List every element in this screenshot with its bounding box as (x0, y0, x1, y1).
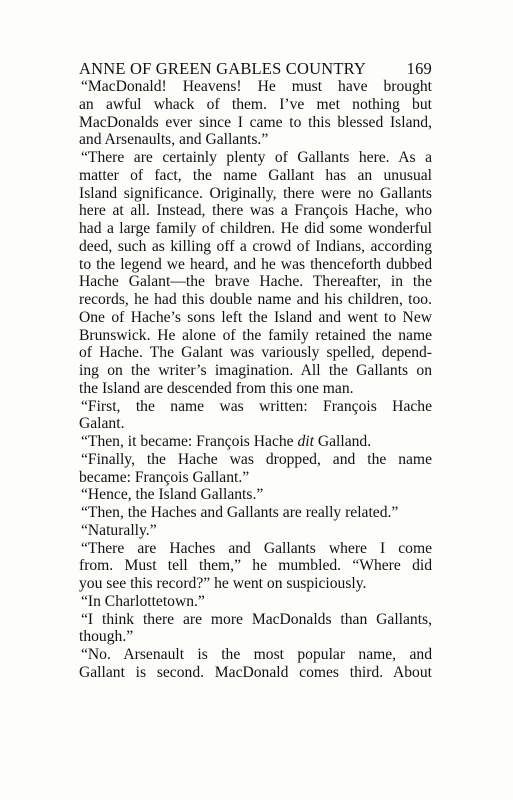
paragraph (79, 646, 432, 682)
text-line: and Arsenaults, and Gallants.” (79, 131, 269, 149)
text-line: “MacDonald! Heavens! He must have brought (81, 78, 432, 95)
body-text (79, 78, 432, 682)
text-line: “Hence, the Island Gallants.” (81, 486, 264, 504)
text-line: “I think there are more MacDonalds than Gallants, (81, 610, 432, 628)
text-line: One of Hache’s sons left the Island and went to New (79, 308, 432, 326)
text-line: “In Charlottetown.” (81, 592, 205, 610)
text-line: Island significance. Originally, there were no Gallants (79, 184, 432, 202)
paragraph (79, 593, 432, 611)
text-line: “Finally, the Hache was dropped, and the name (81, 450, 432, 468)
text-line: of Hache. The Galant was variously spelled, depend- (79, 344, 432, 362)
text-line: became: François Gallant.” (79, 468, 250, 486)
text-line: had a large family of children. He did some wonderful (79, 220, 432, 237)
text-line: an awful whack of them. I’ve met nothing but (79, 95, 432, 113)
paragraph (79, 504, 432, 522)
text-line: here at all. Instead, there was a François Hache, who (79, 202, 432, 220)
text-line: Brunswick. He alone of the family retained the name (79, 326, 432, 344)
text-line: deed, such as killing off a crowd of Indians, according (79, 237, 432, 255)
paragraph (79, 149, 432, 398)
paragraph (79, 433, 432, 451)
running-head-title: ANNE OF GREEN GABLES COUNTRY (79, 59, 367, 78)
text-line: “Naturally.” (81, 521, 157, 539)
text-line: records, he had this double name and his children, too. (79, 291, 432, 308)
text-line: MacDonalds ever since I came to this blessed Island, (79, 113, 432, 131)
text-line: the Island are descended from this one man. (79, 379, 354, 397)
text-line: to the legend we heard, and he was thenceforth dubbed (79, 255, 432, 273)
text-line: you see this record?” he went on suspiciously. (79, 575, 367, 592)
paragraph (79, 611, 432, 647)
text-line: ing on the writer’s imagination. All the Gallants on (79, 362, 432, 379)
text-line: matter of fact, the name Gallant has an unusual (79, 166, 432, 184)
paragraph (79, 540, 432, 593)
text-line: “No. Arsenault is the most popular name, and (81, 646, 432, 663)
paragraph (79, 78, 432, 149)
paragraph (79, 486, 432, 504)
text-line: Hache Galant—the brave Hache. Thereafter, in the (79, 273, 432, 291)
paragraph (79, 451, 432, 487)
page-number: 169 (406, 59, 432, 78)
text-line: “Then, the Haches and Gallants are really related.” (81, 504, 399, 521)
text-line: Gallant is second. MacDonald comes third. About (79, 663, 432, 681)
text-line: from. Must tell them,” he mumbled. “Where did (79, 557, 432, 575)
running-head (79, 59, 432, 79)
text-line: Galant. (79, 415, 125, 433)
text-line: “Then, it became: François Hache dit Galland. (81, 433, 372, 450)
text-line: though.” (79, 628, 134, 646)
text-line: “There are certainly plenty of Gallants here. As a (81, 149, 432, 166)
text-line: “First, the name was written: François Hache (81, 397, 432, 415)
paragraph (79, 522, 432, 540)
text-line: “There are Haches and Gallants where I come (81, 539, 432, 557)
paragraph (79, 398, 432, 434)
